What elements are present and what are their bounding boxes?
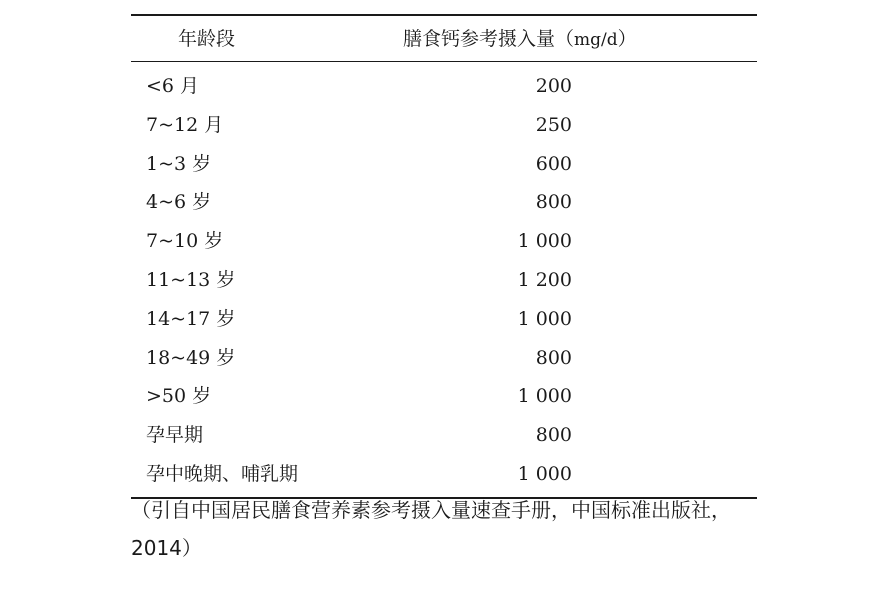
age-cell: 7~12 月 xyxy=(146,113,224,136)
header-unit: mg/d xyxy=(574,30,618,50)
age-cell: >50 岁 xyxy=(146,385,212,408)
value-cell: 800 xyxy=(535,346,572,369)
header-calcium-intake xyxy=(403,26,637,53)
value-cell: 200 xyxy=(535,75,572,97)
table-row xyxy=(131,146,757,185)
table-row xyxy=(131,107,757,146)
age-cell: 4~6 岁 xyxy=(146,191,212,214)
table-row xyxy=(131,184,757,223)
table-row xyxy=(131,340,757,379)
age-cell: 14~17 岁 xyxy=(146,307,236,330)
header-age-group: 年龄段 xyxy=(178,28,236,50)
age-cell: 7~10 岁 xyxy=(146,230,224,253)
table-row xyxy=(131,68,757,107)
value-cell: 800 xyxy=(535,424,572,447)
table-row xyxy=(131,223,757,262)
age-cell: 孕早期 xyxy=(146,424,204,447)
header-value-close: ） xyxy=(617,28,637,50)
table-body xyxy=(131,62,757,495)
value-cell: 1 200 xyxy=(517,268,572,291)
table-row xyxy=(131,262,757,301)
value-cell: 800 xyxy=(535,191,572,214)
age-cell: 11~13 岁 xyxy=(146,268,236,291)
value-cell: 1 000 xyxy=(517,462,572,485)
table-header-row xyxy=(131,16,757,61)
value-cell: 250 xyxy=(535,113,572,136)
header-value-label: 膳食钙参考摄入量（ xyxy=(403,28,575,50)
age-cell: <6 月 xyxy=(146,75,200,97)
age-cell: 1~3 岁 xyxy=(146,152,212,175)
value-cell: 1 000 xyxy=(517,307,572,330)
value-cell: 1 000 xyxy=(517,230,572,253)
table-row xyxy=(131,378,757,417)
age-cell: 孕中晚期、哺乳期 xyxy=(146,462,299,485)
age-cell: 18~49 岁 xyxy=(146,346,236,369)
calcium-intake-table xyxy=(131,14,757,499)
table-row xyxy=(131,456,757,495)
table-row xyxy=(131,417,757,456)
source-citation: （引自中国居民膳食营养素参考摄入量速查手册，中国标准出版社，2014） xyxy=(131,498,731,560)
table-row xyxy=(131,301,757,340)
value-cell: 600 xyxy=(535,152,572,175)
value-cell: 1 000 xyxy=(517,385,572,408)
